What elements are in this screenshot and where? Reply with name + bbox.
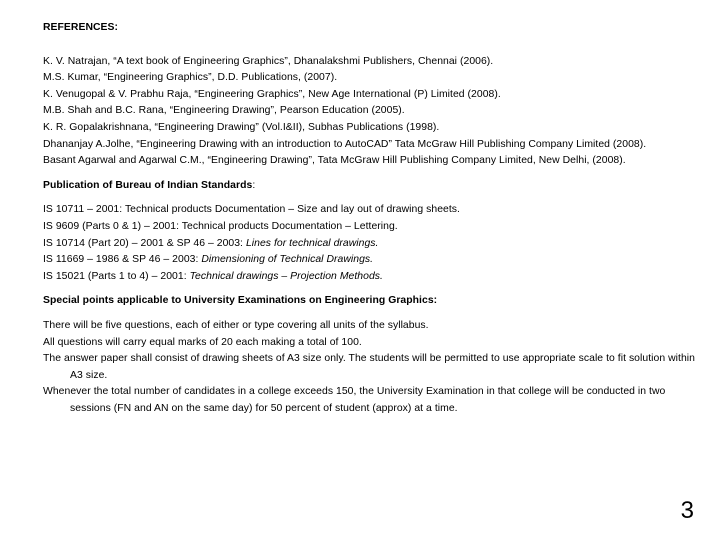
- references-heading: REFERENCES:: [43, 22, 119, 33]
- standard-code: IS 11669 – 1986 & SP 46 – 2003:: [43, 254, 202, 266]
- standard-title: Technical drawings – Projection Methods.: [189, 270, 383, 282]
- standards-list: [43, 202, 703, 285]
- reference-item: Basant Agarwal and Agarwal C.M., “Engineering Drawing”, Tata McGraw Hill Publishing Company Limited, New Delhi, (2008).: [43, 155, 626, 167]
- reference-item: Dhananjay A.Jolhe, “Engineering Drawing with an introduction to AutoCAD” Tata McGraw Hill Publishing Company Limited (2008).: [43, 138, 647, 150]
- standard-item: [43, 236, 703, 253]
- special-point-item: There will be five questions, each of either or type covering all units of the syllabus.: [43, 319, 429, 331]
- reference-item: M.B. Shah and B.C. Rana, “Engineering Drawing”, Pearson Education (2005).: [43, 105, 405, 117]
- standard-title: Lines for technical drawings.: [245, 237, 379, 249]
- standard-item: [43, 252, 703, 269]
- standard-title: Technical products Documentation – Lettering.: [181, 220, 398, 232]
- reference-item: K. V. Natrajan, “A text book of Engineering Graphics”, Dhanalakshmi Publishers, Chennai (2006).: [43, 55, 494, 67]
- special-points-list: [43, 318, 703, 418]
- references-list: [43, 54, 703, 170]
- bis-heading-line: [43, 178, 703, 195]
- standard-code: IS 10711 – 2001:: [43, 204, 125, 216]
- standard-item: [43, 202, 703, 219]
- page-number: 3: [680, 497, 694, 524]
- special-points-heading: Special points applicable to University Examinations on Engineering Graphics:: [43, 295, 438, 307]
- document-page: [43, 20, 703, 417]
- standard-title: Dimensioning of Technical Drawings.: [201, 254, 374, 266]
- standard-item: [43, 219, 703, 236]
- reference-item: K. R. Gopalakrishnana, “Engineering Drawing” (Vol.I&II), Subhas Publications (1998).: [43, 121, 440, 133]
- special-point-item: Whenever the total number of candidates in a college exceeds 150, the University Examination in that college will be conducted in two sessions (FN and AN on the same day) for 50 percent of student (approx) at a time.: [43, 386, 666, 414]
- standard-title: Technical products Documentation – Size and lay out of drawing sheets.: [124, 204, 460, 216]
- reference-item: M.S. Kumar, “Engineering Graphics”, D.D. Publications, (2007).: [43, 72, 338, 84]
- special-point-item: The answer paper shall consist of drawing sheets of A3 size only. The students will be permitted to use appropriate scale to fit solution within A3 size.: [43, 353, 695, 381]
- standard-code: IS 10714 (Part 20) – 2001 & SP 46 – 2003:: [43, 237, 246, 249]
- standard-code: IS 9609 (Parts 0 & 1) – 2001:: [43, 220, 182, 232]
- bis-heading: Publication of Bureau of Indian Standards: [43, 179, 253, 191]
- standard-item: [43, 269, 703, 286]
- standard-code: IS 15021 (Parts 1 to 4) – 2001:: [43, 270, 190, 282]
- reference-item: K. Venugopal & V. Prabhu Raja, “Engineering Graphics”, New Age International (P) Limited (2008).: [43, 88, 501, 100]
- special-point-item: All questions will carry equal marks of 20 each making a total of 100.: [43, 336, 362, 348]
- bis-heading-suffix: :: [252, 179, 256, 191]
